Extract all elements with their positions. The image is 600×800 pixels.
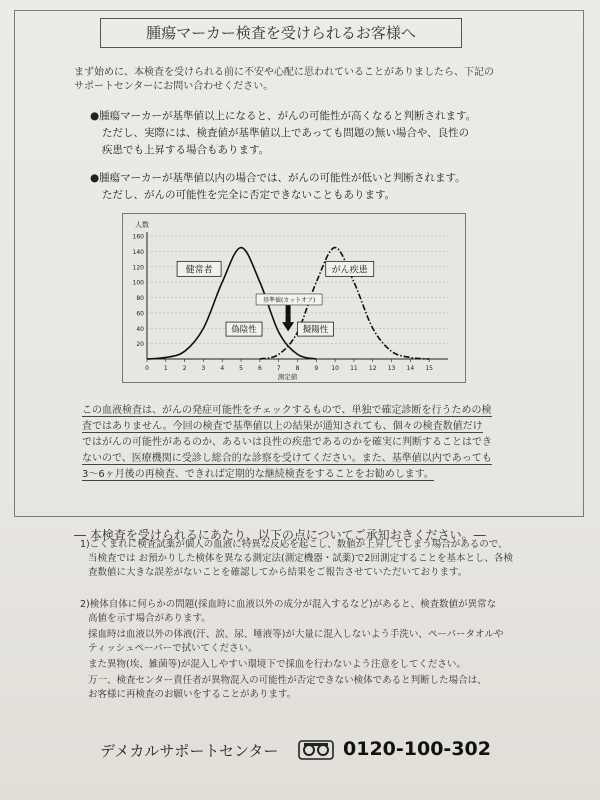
note2-line-5: また異物(埃、雑菌等)が混入しやすい環境下で採血を行わないよう注意をしてください。 — [88, 659, 466, 670]
cancer-label: がん疾患 — [331, 265, 368, 276]
x-tick-label: 4 — [220, 365, 225, 372]
note2-line-2: 高値を示す場合があります。 — [88, 613, 211, 624]
paragraph-line-2 — [82, 420, 483, 434]
paragraph-line-5 — [82, 468, 434, 482]
x-tick-label: 13 — [387, 365, 396, 372]
note2-line-1: 2)検体自体に何らかの問題(採血時に血液以外の成分が混入するなど)があると、検査数値が異常な — [80, 599, 497, 610]
paragraph-text-5: 3〜6ヶ月後の再検査、できれば定期的な継続検査をすることをお勧めします。 — [82, 469, 434, 480]
x-tick-label: 2 — [182, 365, 187, 372]
paragraph-line-4 — [82, 452, 492, 466]
x-tick-label: 10 — [331, 365, 339, 372]
healthy-label: 健常者 — [185, 265, 213, 276]
page-title: 腫瘍マーカー検査を受けられるお客様へ — [100, 18, 462, 48]
y-tick-label: 40 — [136, 325, 144, 333]
note1-line-1: 1)ごくまれに検査試薬が個人の血液に特異な反応を起こし、数値が上昇してしまう場合があるので、 — [80, 539, 508, 550]
x-tick-label: 14 — [406, 365, 415, 372]
freedial-icon — [298, 740, 334, 760]
x-tick-label: 1 — [163, 365, 168, 372]
note2-line-7: お客様に再検査のお願いをすることがあります。 — [88, 689, 297, 700]
paragraph-text-4: ないので、医療機関に受診し総合的な診察を受けてください。また、基準値以内であっても — [82, 453, 492, 464]
y-tick-label: 80 — [136, 295, 144, 302]
paragraph-line-3 — [82, 436, 492, 450]
note2-line-6: 万一、検査センター責任者が異物混入の可能性が否定できない検体であると判断した場合は、 — [88, 675, 487, 686]
x-tick-label: 0 — [145, 365, 149, 372]
intro-line-2: サポートセンターにお問い合わせください。 — [74, 81, 274, 92]
x-tick-label: 12 — [368, 365, 377, 372]
cutoff-label: 基準値(カットオフ) — [262, 296, 316, 304]
false-positive-label: 擬陽性 — [302, 325, 329, 336]
x-tick-label: 5 — [239, 365, 243, 372]
chart-container — [122, 213, 466, 383]
y-tick-label: 160 — [132, 233, 144, 241]
x-tick-label: 9 — [314, 365, 319, 372]
section-heading: ― 本検査を受けられるにあたり、以下の点についてご承知おきください。― — [74, 528, 486, 542]
x-tick-label: 8 — [295, 365, 300, 372]
false-negative-label: 偽陰性 — [231, 325, 257, 336]
bullet1-line-2: ただし、実際には、検査値が基準値以上であっても問題の無い場合や、良性の — [102, 127, 470, 139]
x-tick-label: 11 — [350, 365, 358, 372]
bullet1-line-1: ●腫瘍マーカーが基準値以上になると、がんの可能性が高くなると判断されます。 — [90, 110, 477, 122]
bullet2-line-1: ●腫瘍マーカーが基準値以内の場合では、がんの可能性が低いと判断されます。 — [90, 172, 466, 184]
note1-line-3: 査数値に大きな誤差がないことを確認してから結果をご報告させていただいております。 — [88, 567, 468, 578]
paragraph-text-2: 査ではありません。今回の検査で基準値以上の結果が通知されても、個々の検査数値だけ — [82, 421, 483, 432]
y-tick-label: 60 — [136, 310, 144, 318]
support-phone-number[interactable]: 0120-100-302 — [343, 738, 491, 760]
x-tick-label: 3 — [201, 365, 206, 372]
intro-line-1: まず始めに、本検査を受けられる前に不安や心配に思われていることがありましたら、下記の — [74, 67, 494, 78]
distribution-chart — [123, 214, 465, 382]
paragraph-text-3: ではがんの可能性があるのか、あるいは良性の疾患であるのかを確実に判断することはでき — [82, 437, 492, 448]
bullet1-line-3: 疾患でも上昇する場合もあります。 — [102, 144, 270, 156]
x-tick-label: 15 — [425, 365, 434, 372]
y-tick-label: 100 — [132, 279, 144, 287]
x-tick-label: 6 — [257, 365, 262, 372]
y-tick-label: 120 — [132, 264, 144, 272]
note2-line-3: 採血時は血液以外の体液(汗、涙、尿、唾液等)が大量に混入しないよう手洗い、ペーパータオルや — [88, 629, 504, 640]
paragraph-text-1: この血液検査は、がんの発症可能性をチェックするもので、単独で確定診断を行うための検 — [82, 405, 492, 416]
y-tick-label: 20 — [136, 341, 144, 349]
paragraph-line-1 — [82, 404, 492, 418]
y-tick-label: 140 — [132, 248, 144, 256]
support-center-name: デメカルサポートセンター — [100, 742, 279, 760]
x-tick-label: 7 — [276, 365, 281, 372]
note2-line-4: ティッシュペーパーで拭いてください。 — [88, 643, 258, 654]
note1-line-2: 当検査では お預かりした検体を異なる測定法(測定機器・試薬)で2回測定することを基本とし、各検 — [88, 553, 513, 564]
y-axis-label: 人数 — [135, 221, 149, 229]
bullet2-line-2: ただし、がんの可能性を完全に否定できないこともあります。 — [102, 189, 396, 201]
cutoff-arrow — [282, 305, 294, 331]
x-axis-label: 測定値 — [277, 373, 298, 381]
